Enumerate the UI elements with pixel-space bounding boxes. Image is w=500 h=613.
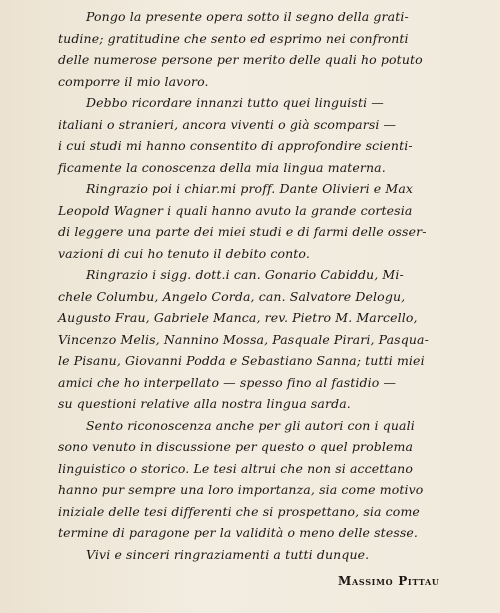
text-line: tudine; gratitudine che sento ed esprimo nei confronti: [58, 30, 409, 46]
text-line: su questioni relative alla nostra lingua sarda.: [58, 396, 351, 411]
text-line: delle numerose persone per merito delle quali ho potuto: [58, 52, 423, 67]
text-line: Ringrazio poi i chiar.mi proff. Dante Olivieri e Max: [86, 181, 414, 196]
text-line: linguistico o storico. Le tesi altrui che non si accettano: [58, 460, 413, 476]
text-line: vazioni di cui ho tenuto il debito conto.: [58, 245, 310, 261]
text-line: comporre il mio lavoro.: [58, 73, 209, 89]
text-line: iniziale delle tesi differenti che si prospettano, sia come: [58, 503, 420, 519]
text-line: Pongo la presente opera sotto il segno della grati-: [86, 9, 409, 24]
text-line: Sento riconoscenza anche per gli autori con i quali: [86, 417, 415, 433]
author-signature: Massimo Pittau: [338, 574, 440, 588]
text-line: chele Columbu, Angelo Corda, can. Salvatore Delogu,: [58, 288, 406, 304]
paragraph-6: [58, 544, 478, 566]
paragraph-2: [58, 92, 478, 178]
text-line: amici che ho interpellato — spesso fino al fastidio —: [58, 374, 397, 390]
text-line: sono venuto in discussione per questo o quel problema: [58, 439, 414, 454]
text-line: hanno pur sempre una loro importanza, sia come motivo: [58, 482, 424, 497]
paragraph-1: [58, 6, 478, 92]
text-line: le Pisanu, Giovanni Podda e Sebastiano Sanna; tutti miei: [58, 353, 425, 368]
text-line: i cui studi mi hanno consentito di approfondire scienti-: [58, 138, 413, 153]
text-line: Vivi e sinceri ringraziamenti a tutti dunque.: [86, 546, 370, 562]
paragraph-3: [58, 178, 478, 264]
text-line: italiani o stranieri, ancora viventi o già scomparsi —: [58, 116, 397, 132]
paragraph-4: [58, 264, 478, 415]
text-line: Vincenzo Melis, Nannino Mossa, Pasquale Pirari, Pasqua-: [58, 331, 429, 347]
text-line: Augusto Frau, Gabriele Manca, rev. Pietro M. Marcello,: [58, 310, 418, 325]
text-line: Debbo ricordare innanzi tutto quei linguisti —: [86, 95, 384, 110]
text-line: Leopold Wagner i quali hanno avuto la grande cortesia: [58, 202, 413, 218]
acknowledgements-text: [58, 6, 478, 565]
text-line: ficamente la conoscenza della mia lingua materna.: [58, 159, 386, 175]
text-line: di leggere una parte dei miei studi e di farmi delle osser-: [58, 224, 427, 239]
text-line: Ringrazio i sigg. dott.i can. Gonario Cabiddu, Mi-: [86, 267, 404, 282]
text-line: termine di paragone per la validità o meno delle stesse.: [58, 525, 419, 540]
paragraph-5: [58, 415, 478, 544]
